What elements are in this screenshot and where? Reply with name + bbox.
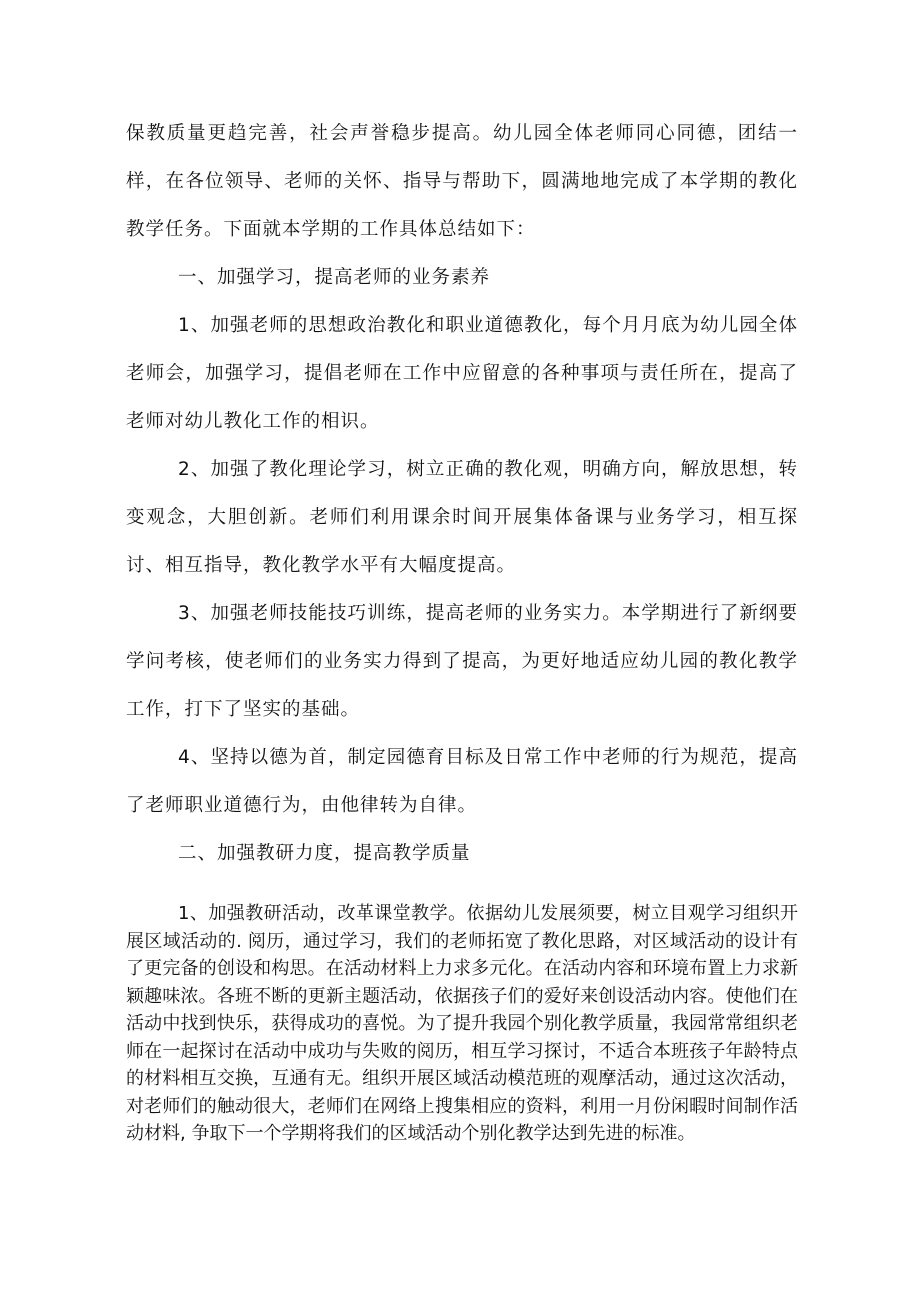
paragraph-1-1: 1、加强老师的思想政治教化和职业道德教化，每个月月底为幼儿园全体老师会，加强学习，提倡老师在工作中应留意的各种事项与责任所在，提高了老师对幼儿教化工作的相识。 [126,315,798,432]
paragraph-intro: 保教质量更趋完善，社会声誉稳步提高。幼儿园全体老师同心同德，团结一样，在各位领导、老师的关怀、指导与帮助下，圆满地地完成了本学期的教化教学任务。下面就本学期的工作具体总结如下： [126,123,798,240]
section-heading-1: 一、加强学习，提高老师的业务素养 [178,267,491,288]
section-heading-2: 二、加强教研力度，提高教学质量 [178,843,471,864]
paragraph-1-3: 3、加强老师技能技巧训练，提高老师的业务实力。本学期进行了新纲要学问考核，使老师们的业务实力得到了提高，为更好地适应幼儿园的教化教学工作，打下了坚实的基础。 [126,603,798,720]
paragraph-1-2: 2、加强了教化理论学习，树立正确的教化观，明确方向，解放思想，转变观念，大胆创新。老师们利用课余时间开展集体备课与业务学习，相互探讨、相互指导，教化教学水平有大幅度提高。 [126,459,798,576]
paragraph-1-4: 4、坚持以德为首，制定园德育目标及日常工作中老师的行为规范，提高了老师职业道德行为，由他律转为自律。 [126,747,798,816]
paragraph-2-1: 1、加强教研活动，改革课堂教学。依据幼儿发展须要，树立目观学习组织开展区域活动的. 阅历，通过学习，我们的老师拓宽了教化思路，对区域活动的设计有了更完备的创设和构思。在活动材料上力求多元化。在活动内容和环境布置上力求新颖趣味浓。各班不断的更新主题活动，依据孩子们的爱好来创设活动内容。使他们在活动中找到快乐，获得成功的喜悦。为了提升我园个别化教学质量，我园常常组织老师在一起探讨在活动中成功与失败的阅历，相互学习探讨，不适合本班孩子年龄特点的材料相互交换，互通有无。组织开展区域活动模范班的观摩活动，通过这次活动，对老师们的触动很大，老师们在网络上搜集相应的资料，利用一月份闲暇时间制作活动材料, 争取下一个学期将我们的区域活动个别化教学达到先进的标准。 [126,903,798,1144]
